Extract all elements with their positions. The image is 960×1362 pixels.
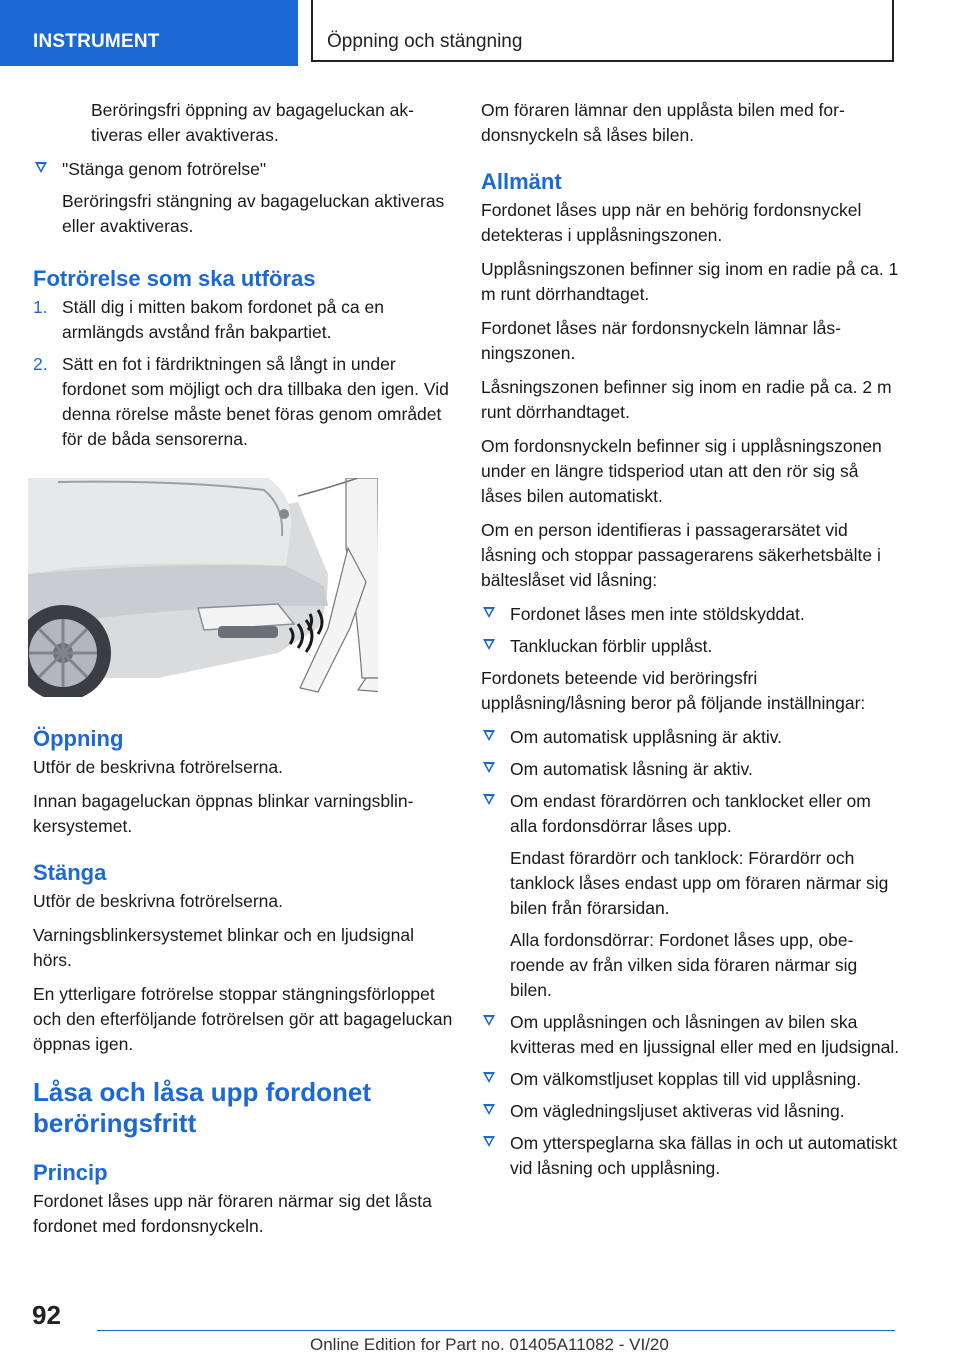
car-rear-illustration bbox=[28, 478, 378, 697]
bullet-triangle-icon bbox=[35, 162, 47, 173]
page-number: 92 bbox=[32, 1300, 61, 1330]
list-item bbox=[481, 757, 901, 782]
step-item bbox=[33, 295, 453, 345]
list-item bbox=[481, 1067, 901, 1092]
step-number: 2. bbox=[33, 354, 48, 374]
bullet-text: Om vägledningsljuset aktiveras vid låsning. bbox=[510, 1101, 845, 1121]
section-heading: Princip bbox=[33, 1160, 108, 1185]
bullet-text: Om automatisk låsning är aktiv. bbox=[510, 759, 753, 779]
paragraph: Innan bagageluckan öppnas blinkar varningsblinkersystemet. bbox=[33, 791, 414, 836]
section-heading: Allmänt bbox=[481, 169, 562, 194]
section-heading: Fotrörelse som ska utföras bbox=[33, 266, 316, 291]
section-tab: INSTRUMENT bbox=[0, 0, 298, 66]
edition-footer: Online Edition for Part no. 01405A11082 - VI/20 bbox=[310, 1335, 669, 1354]
paragraph: Utför de beskrivna fotrörelserna. bbox=[33, 891, 283, 911]
bullet-triangle-icon bbox=[483, 639, 495, 650]
intro-paragraph: Beröringsfri öppning av bagageluckan aktiveras eller avaktiveras. bbox=[91, 100, 414, 145]
step-text: Ställ dig i mitten bakom fordonet på ca en armlängds avstånd från bakpartiet. bbox=[62, 297, 384, 342]
paragraph: Om fordonsnyckeln befinner sig i upplåsningszonen under en längre tidsperiod utan att den rör sig så låses bilen automatiskt. bbox=[481, 436, 882, 506]
bullet-triangle-icon bbox=[483, 730, 495, 741]
paragraph: Fordonet låses upp när föraren närmar sig det låsta fordonet med fordonsnyckeln. bbox=[33, 1191, 432, 1236]
bullet-text: Om ytterspeglarna ska fällas in och ut automatiskt vid låsning och upplåsning. bbox=[510, 1133, 898, 1178]
bullet-text: Fordonet låses men inte stöldskyddat. bbox=[510, 604, 805, 624]
page-header bbox=[0, 0, 960, 66]
left-column bbox=[33, 98, 453, 1248]
list-item bbox=[481, 789, 901, 839]
list-item bbox=[481, 1010, 901, 1060]
list-item bbox=[481, 602, 901, 627]
paragraph: Låsningszonen befinner sig inom en radie på ca. 2 m runt dörrhandtaget. bbox=[481, 377, 892, 422]
bullet-subtext: Alla fordonsdörrar: Fordonet låses upp, oberoende av från vilken sida föraren närmar sig bilen. bbox=[510, 930, 858, 1000]
paragraph: Fordonet låses upp när en behörig fordonsnyckel detekteras i upplåsningszonen. bbox=[481, 200, 862, 245]
foot-motion-illustration bbox=[28, 478, 378, 697]
bullet-triangle-icon bbox=[483, 1136, 495, 1147]
paragraph: Fordonets beteende vid beröringsfri upplåsning/låsning beror på följande inställningar: bbox=[481, 668, 866, 713]
right-column bbox=[481, 98, 901, 1188]
list-item bbox=[481, 725, 901, 750]
chapter-heading: Låsa och låsa upp fordonet beröringsfritt bbox=[33, 1077, 372, 1138]
bullet-subtext: Endast förardörr och tanklock: Förardörr och tanklock låses endast upp om föraren närmar sig bilen från förarsidan. bbox=[510, 848, 889, 918]
bullet-subtext: Beröringsfri stängning av bagageluckan aktiveras eller avaktiveras. bbox=[62, 191, 445, 236]
paragraph: Upplåsningszonen befinner sig inom en radie på ca. 1 m runt dörrhandtaget. bbox=[481, 259, 899, 304]
chapter-title: Öppning och stängning bbox=[311, 0, 894, 62]
bullet-triangle-icon bbox=[483, 762, 495, 773]
list-item bbox=[481, 634, 901, 659]
bullet-triangle-icon bbox=[483, 794, 495, 805]
bullet-text: Om automatisk upplåsning är aktiv. bbox=[510, 727, 783, 747]
section-heading: Stänga bbox=[33, 860, 107, 885]
bullet-text: "Stänga genom fotrörelse" bbox=[62, 159, 267, 179]
bullet-triangle-icon bbox=[483, 1072, 495, 1083]
section-heading: Öppning bbox=[33, 726, 124, 751]
bullet-text: Om endast förardörren och tanklocket eller om alla fordonsdörrar låses upp. bbox=[510, 791, 871, 836]
bullet-text: Om välkomstljuset kopplas till vid upplåsning. bbox=[510, 1069, 862, 1089]
bullet-text: Tankluckan förblir upplåst. bbox=[510, 636, 713, 656]
paragraph: Om en person identifieras i passagerarsätet vid låsning och stoppar passagerarens säkerhetsbälte i bälteslåset vid låsning: bbox=[481, 520, 881, 590]
step-number: 1. bbox=[33, 297, 48, 317]
step-item bbox=[33, 352, 453, 452]
list-item bbox=[481, 1099, 901, 1124]
list-item bbox=[33, 157, 453, 182]
paragraph: Om föraren lämnar den upplåsta bilen med fordonsnyckeln så låses bilen. bbox=[481, 100, 845, 145]
bullet-triangle-icon bbox=[483, 1104, 495, 1115]
paragraph: Fordonet låses när fordonsnyckeln lämnar låsningszonen. bbox=[481, 318, 841, 363]
paragraph: En ytterligare fotrörelse stoppar stängningsförloppet och den efterföljande fotrörelsen gör att bagageluckan öppnas igen. bbox=[33, 984, 453, 1054]
footer-divider bbox=[97, 1330, 895, 1331]
step-text: Sätt en fot i färdriktningen så långt in under fordonet som möjligt och dra tillbaka den igen. Vid denna rörelse måste benet föras genom området för de båda sensorerna. bbox=[62, 354, 449, 449]
bullet-triangle-icon bbox=[483, 607, 495, 618]
bullet-text: Om upplåsningen och låsningen av bilen ska kvitteras med en ljussignal eller med en ljudsignal. bbox=[510, 1012, 900, 1057]
paragraph: Varningsblinkersystemet blinkar och en ljudsignal hörs. bbox=[33, 925, 414, 970]
paragraph: Utför de beskrivna fotrörelserna. bbox=[33, 757, 283, 777]
list-item bbox=[481, 1131, 901, 1181]
bullet-triangle-icon bbox=[483, 1015, 495, 1026]
